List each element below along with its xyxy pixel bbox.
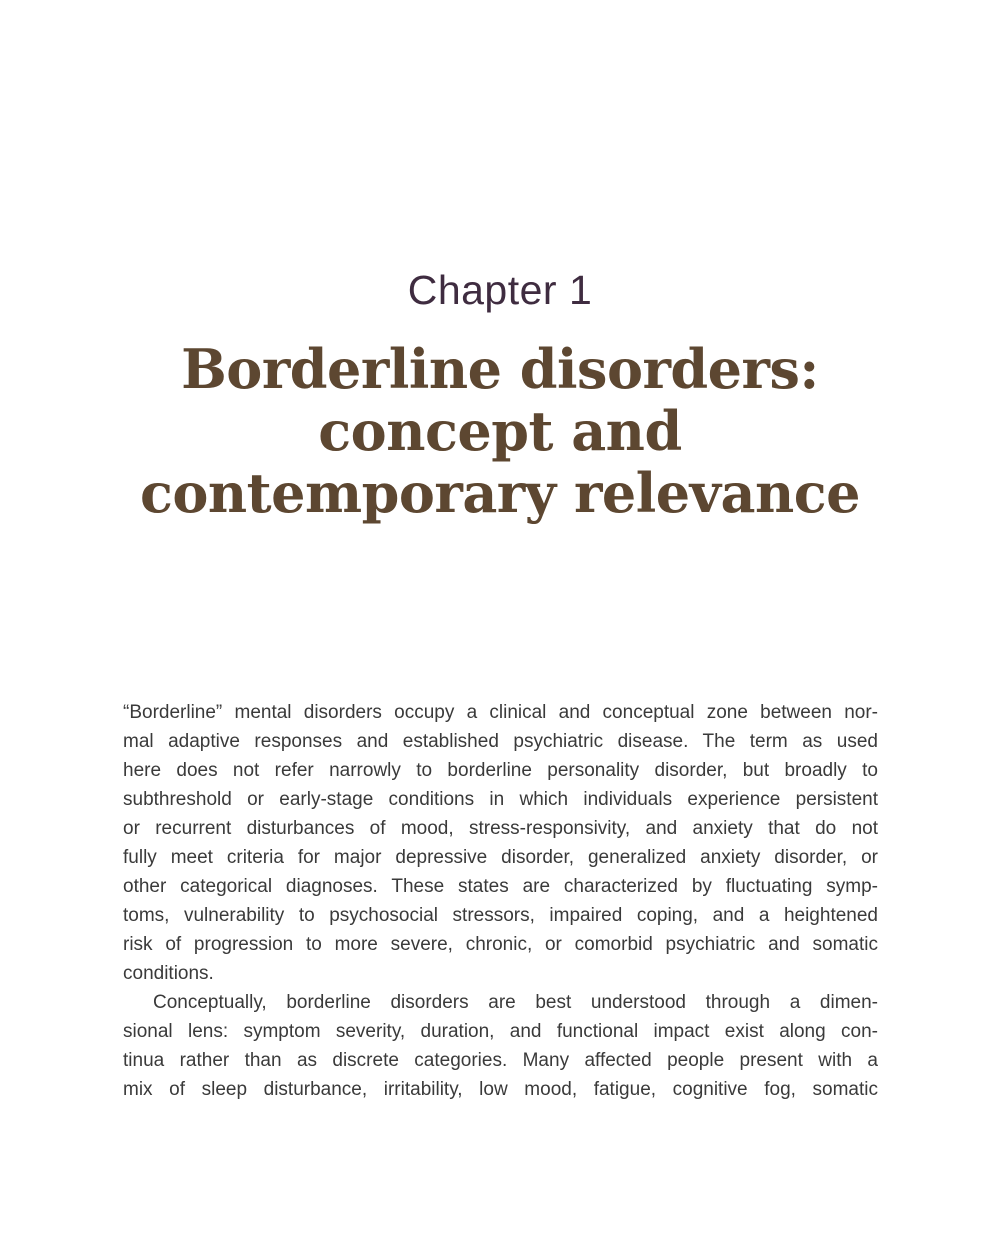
text-line: toms, vulnerability to psychosocial stressors, impaired coping, and a heightened	[123, 905, 878, 926]
paragraph-1	[123, 698, 878, 988]
chapter-title-line-1: Borderline disorders:	[181, 337, 819, 401]
chapter-title-line-3: contemporary relevance	[140, 461, 860, 525]
body-text	[123, 698, 878, 1104]
paragraph-2	[123, 988, 878, 1104]
text-line: risk of progression to more severe, chronic, or comorbid psychiatric and somatic	[123, 934, 878, 955]
text-line: mal adaptive responses and established psychiatric disease. The term as used	[123, 731, 878, 752]
text-line: other categorical diagnoses. These states are characterized by fluctuating symp-	[123, 876, 878, 897]
text-line: tinua rather than as discrete categories. Many affected people present with a	[123, 1050, 878, 1071]
text-line: or recurrent disturbances of mood, stress-responsivity, and anxiety that do not	[123, 818, 878, 839]
text-line: Conceptually, borderline disorders are best understood through a dimen-	[153, 992, 878, 1013]
text-line: subthreshold or early-stage conditions in which individuals experience persistent	[123, 789, 878, 810]
text-line: here does not refer narrowly to borderline personality disorder, but broadly to	[123, 760, 878, 781]
text-line: sional lens: symptom severity, duration, and functional impact exist along con-	[123, 1021, 878, 1042]
chapter-title	[0, 338, 1000, 524]
text-line: “Borderline” mental disorders occupy a clinical and conceptual zone between nor-	[123, 702, 878, 723]
text-line: fully meet criteria for major depressive disorder, generalized anxiety disorder, or	[123, 847, 878, 868]
text-line: conditions.	[123, 963, 214, 984]
chapter-label: Chapter 1	[407, 267, 593, 313]
text-line: mix of sleep disturbance, irritability, low mood, fatigue, cognitive fog, somatic	[123, 1079, 878, 1100]
chapter-title-line-2: concept and	[318, 399, 682, 463]
